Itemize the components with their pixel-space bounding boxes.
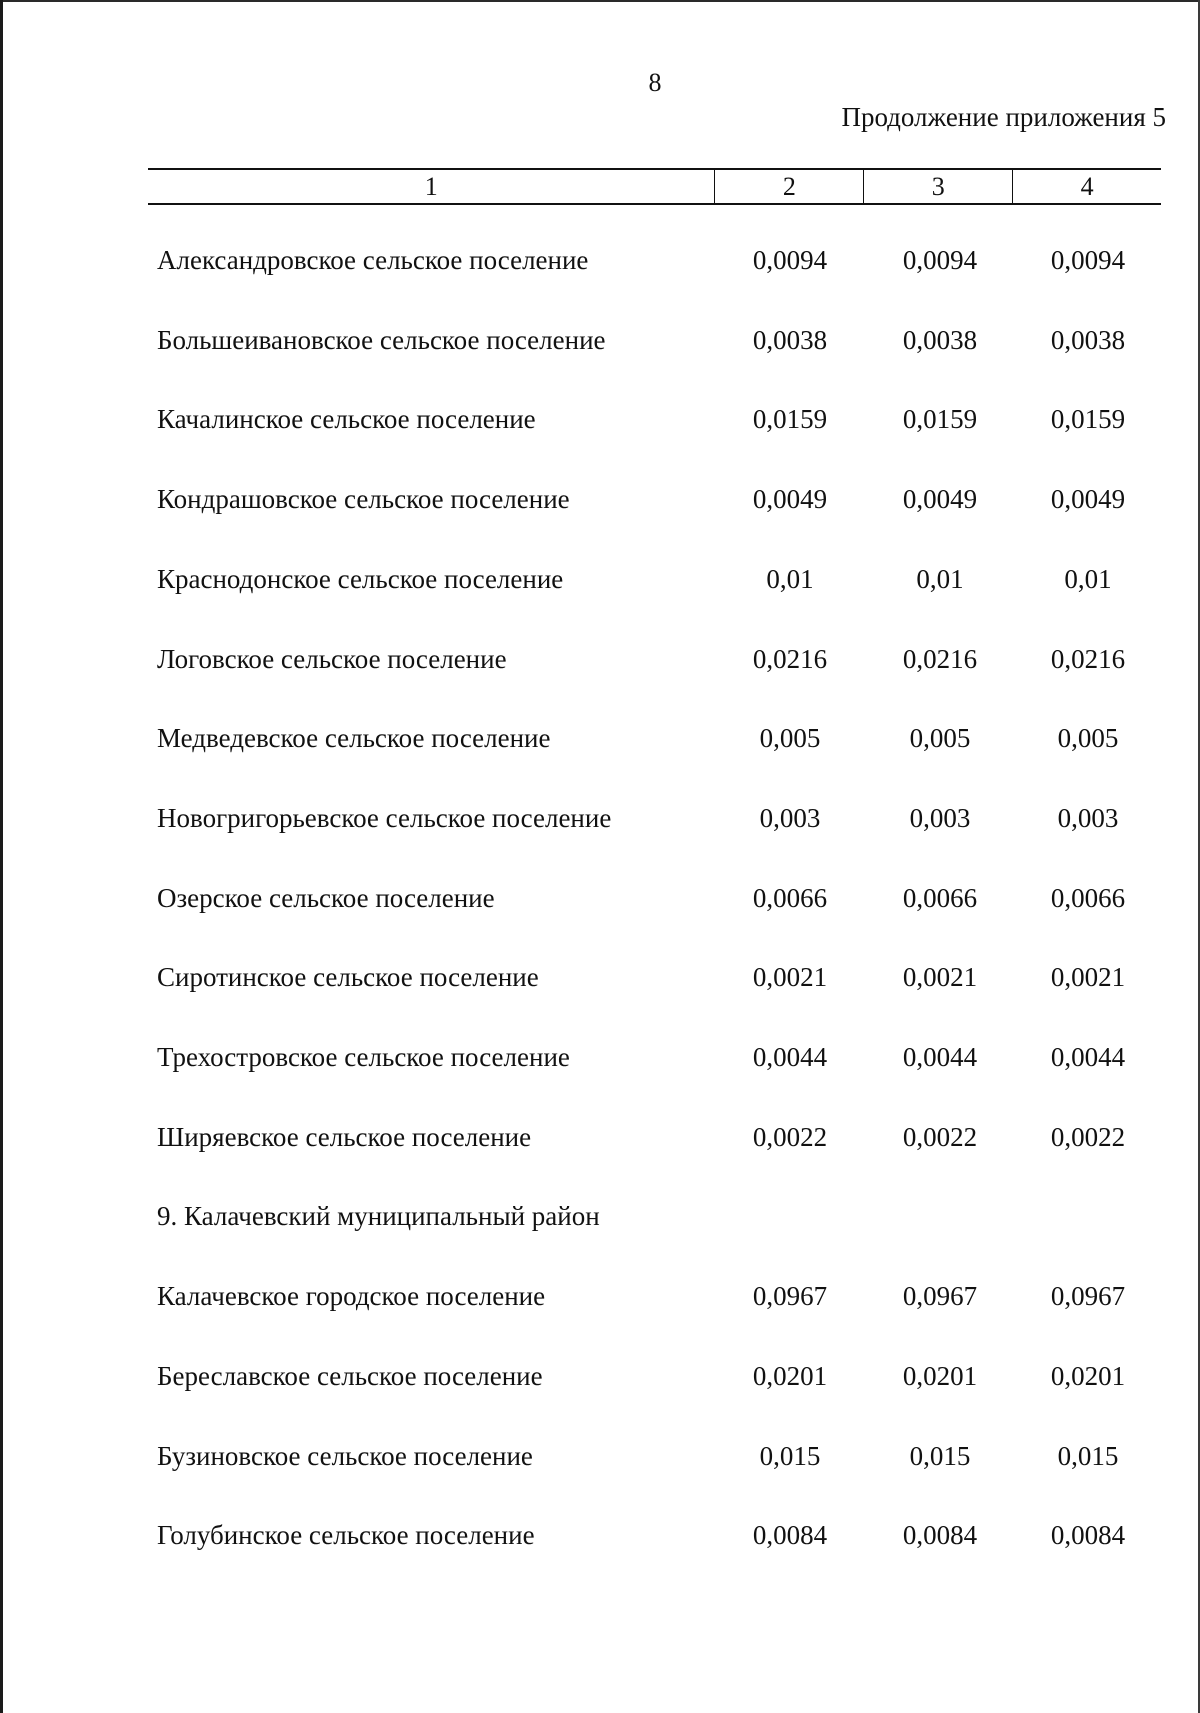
row-value-col-4: 0,0044 bbox=[1050, 1042, 1126, 1072]
page-number: 8 bbox=[648, 68, 662, 97]
row-value-col-2: 0,0044 bbox=[752, 1042, 828, 1072]
row-value-col-2: 0,015 bbox=[759, 1440, 821, 1471]
row-value-col-4: 0,0159 bbox=[1050, 404, 1126, 435]
row-settlement-name: Логовское сельское поселение bbox=[157, 643, 507, 674]
row-value-col-3: 0,0022 bbox=[902, 1121, 978, 1152]
appendix-title: Продолжение приложения 5 bbox=[841, 102, 1166, 132]
row-value-col-2: 0,0066 bbox=[752, 882, 828, 913]
row-value-col-3: 0,0066 bbox=[902, 882, 978, 913]
header-col-1: 1 bbox=[424, 172, 438, 201]
row-value-col-2: 0,0967 bbox=[752, 1281, 828, 1312]
table-row bbox=[0, 1196, 1200, 1236]
row-value-col-3: 0,0216 bbox=[902, 643, 978, 674]
row-settlement-name: Большеивановское сельское поселение bbox=[157, 324, 606, 355]
row-settlement-name: Медведевское сельское поселение bbox=[157, 723, 551, 754]
header-col-2: 2 bbox=[714, 170, 863, 203]
row-value-col-4: 0,0049 bbox=[1050, 484, 1126, 515]
row-settlement-name: Кондрашовское сельское поселение bbox=[157, 484, 570, 515]
row-value-col-3: 0,005 bbox=[909, 723, 971, 754]
row-value-col-2: 0,0159 bbox=[752, 404, 828, 435]
table-row bbox=[0, 1356, 1200, 1396]
row-settlement-name: Краснодонское сельское поселение bbox=[157, 563, 564, 594]
row-value-col-4: 0,0094 bbox=[1050, 245, 1126, 275]
row-value-col-3: 0,0201 bbox=[902, 1360, 978, 1391]
table-row bbox=[0, 878, 1200, 918]
table-row bbox=[0, 957, 1200, 997]
row-value-col-4: 0,0967 bbox=[1050, 1281, 1126, 1312]
row-value-col-4: 0,0021 bbox=[1050, 962, 1126, 993]
table-row bbox=[0, 1436, 1200, 1476]
row-value-col-3: 0,0038 bbox=[902, 324, 978, 355]
row-settlement-name: Голубинское сельское поселение bbox=[157, 1520, 535, 1551]
row-value-col-3: 0,0049 bbox=[902, 484, 978, 515]
row-value-col-4: 0,015 bbox=[1057, 1440, 1119, 1471]
row-value-col-3: 0,0021 bbox=[902, 962, 978, 993]
table-row bbox=[0, 1037, 1200, 1077]
table-row bbox=[0, 399, 1200, 439]
table-row bbox=[0, 1117, 1200, 1157]
row-value-col-3: 0,0094 bbox=[902, 245, 978, 275]
table-row bbox=[0, 798, 1200, 838]
row-value-col-2: 0,0021 bbox=[752, 962, 828, 993]
row-value-col-4: 0,0216 bbox=[1050, 643, 1126, 674]
table-row bbox=[0, 240, 1200, 280]
row-settlement-name: Трехостровское сельское поселение bbox=[157, 1042, 570, 1072]
row-value-col-2: 0,0084 bbox=[752, 1520, 828, 1551]
row-settlement-name: 9. Калачевский муниципальный район bbox=[157, 1201, 600, 1232]
table-row bbox=[0, 1515, 1200, 1555]
row-settlement-name: Сиротинское сельское поселение bbox=[157, 962, 539, 993]
row-settlement-name: Озерское сельское поселение bbox=[157, 882, 495, 913]
row-value-col-3: 0,0044 bbox=[902, 1042, 978, 1072]
row-value-col-2: 0,0094 bbox=[752, 245, 828, 275]
row-value-col-4: 0,0066 bbox=[1050, 882, 1126, 913]
row-settlement-name: Калачевское городское поселение bbox=[157, 1281, 546, 1312]
row-value-col-2: 0,0049 bbox=[752, 484, 828, 515]
row-value-col-2: 0,0038 bbox=[752, 324, 828, 355]
row-value-col-4: 0,01 bbox=[1064, 563, 1112, 594]
row-settlement-name: Александровское сельское поселение bbox=[157, 245, 589, 275]
table-row bbox=[0, 320, 1200, 360]
header-col-3: 3 bbox=[863, 170, 1012, 203]
row-value-col-4: 0,0022 bbox=[1050, 1121, 1126, 1152]
table-header bbox=[148, 168, 1161, 205]
row-value-col-4: 0,0201 bbox=[1050, 1360, 1126, 1391]
table-row bbox=[0, 639, 1200, 679]
row-settlement-name: Ширяевское сельское поселение bbox=[157, 1121, 532, 1152]
table-row bbox=[0, 718, 1200, 758]
row-settlement-name: Бузиновское сельское поселение bbox=[157, 1440, 533, 1471]
row-value-col-3: 0,0159 bbox=[902, 404, 978, 435]
table-row bbox=[0, 1276, 1200, 1316]
row-value-col-2: 0,003 bbox=[759, 802, 821, 833]
row-value-col-4: 0,003 bbox=[1057, 802, 1119, 833]
row-value-col-2: 0,005 bbox=[759, 723, 821, 754]
row-value-col-4: 0,005 bbox=[1057, 723, 1119, 754]
row-value-col-2: 0,01 bbox=[766, 563, 814, 594]
row-value-col-3: 0,015 bbox=[909, 1440, 971, 1471]
header-col-4: 4 bbox=[1012, 170, 1161, 203]
row-settlement-name: Береславское сельское поселение bbox=[157, 1360, 543, 1391]
row-value-col-3: 0,0967 bbox=[902, 1281, 978, 1312]
table-row bbox=[0, 559, 1200, 599]
row-settlement-name: Качалинское сельское поселение bbox=[157, 404, 536, 435]
row-value-col-3: 0,0084 bbox=[902, 1520, 978, 1551]
row-value-col-2: 0,0201 bbox=[752, 1360, 828, 1391]
row-value-col-3: 0,01 bbox=[916, 563, 964, 594]
row-value-col-4: 0,0038 bbox=[1050, 324, 1126, 355]
row-value-col-2: 0,0022 bbox=[752, 1121, 828, 1152]
row-settlement-name: Новогригорьевское сельское поселение bbox=[157, 802, 612, 833]
row-value-col-4: 0,0084 bbox=[1050, 1520, 1126, 1551]
table-row bbox=[0, 479, 1200, 519]
scan-edge-top bbox=[0, 0, 1200, 2]
row-value-col-3: 0,003 bbox=[909, 802, 971, 833]
row-value-col-2: 0,0216 bbox=[752, 643, 828, 674]
